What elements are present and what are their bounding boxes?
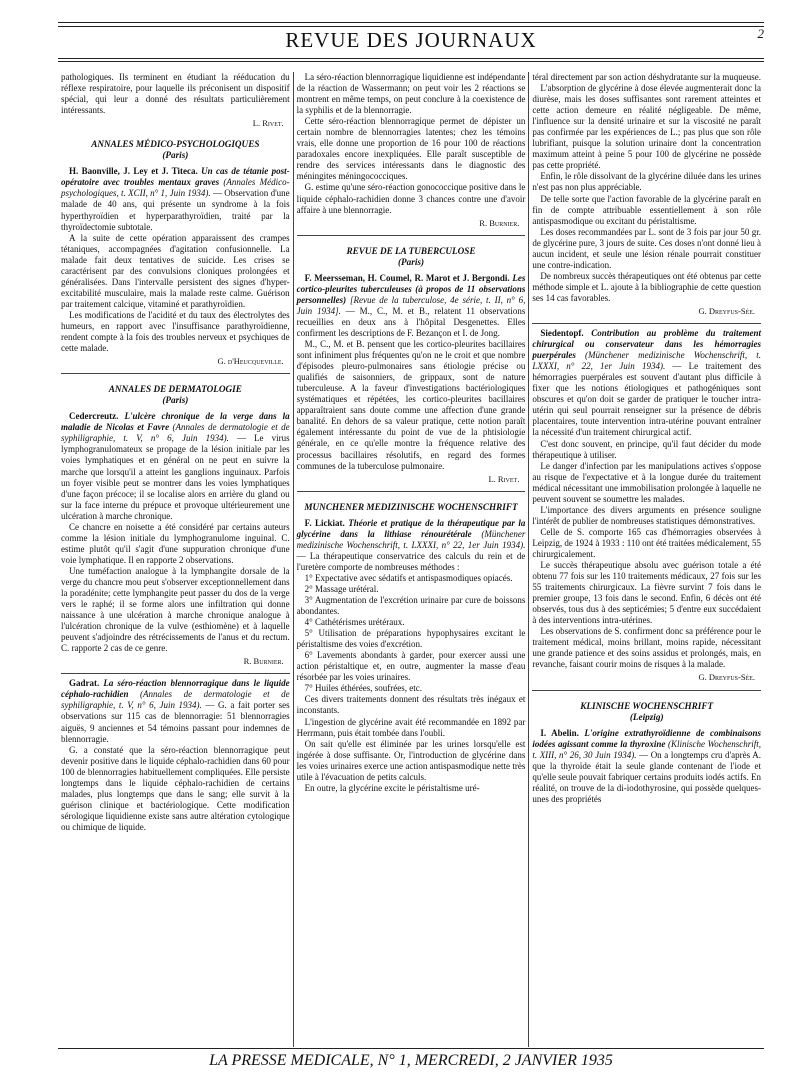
article-columns (58, 72, 764, 1047)
section-subtitle: (Paris) (162, 395, 189, 406)
signature: R. Burnier. (243, 656, 284, 667)
section-title: ANNALES DE DERMATOLOGIE (108, 384, 242, 395)
list-item: 4° Cathétérismes urétéraux. (304, 617, 405, 628)
section-subtitle: (Paris) (397, 256, 425, 267)
article-reference: (Münchener medizinische Wochenschrift, t. LXXXI, n° 22, 1er Juin 1934). (532, 350, 762, 372)
header-rule-top-thin (58, 26, 764, 27)
article-paragraph: On sait qu'elle est éliminée par les urines lorsqu'elle est ingérée à dose suffisante. Or, l'introduction de glycérine dans les voies urinaires exerce une action antispasmodique nette très utile à l'évacuation de petits calculs. (296, 738, 526, 782)
article-title: Contribution au problème du traitement chirurgical ou conservateur dans les hémorragies puerpérales (532, 328, 762, 361)
article-paragraph: A la suite de cette opération apparaissent des crampes tétaniques, accompagnées d'agitation confusionnelle. La malade fait deux tentatives de suicide. Les crises se caractérisent par des convulsions cloniques prolongées et généralisées. Dans l'intervalle persistent des signes d'hyper-excitabilité musculaire, mais la malade reste calme. Guérison par traitement calcique, vitaminé et parathyroïdien. (61, 232, 290, 309)
article-authors: Siedentopf. (540, 328, 584, 339)
column-3 (529, 72, 764, 1047)
article-paragraph: Enfin, le rôle dissolvant de la glycérine diluée dans les urines n'est pas non plus appréciable. (532, 171, 762, 193)
article-paragraph: De nombreux succès thérapeutiques ont été obtenus par cette méthode simple et L. ajoute à la bibliographie de cette question ses 14 cas favorables. (532, 270, 762, 303)
article-reference: (Annales Médico-psychologiques, t. XCII, n° 1, Juin 1934). (61, 177, 290, 199)
article-paragraph: Ces divers traitements donnent des résultats très inégaux et inconstants. (296, 694, 526, 716)
continued-paragraph: téral directement par son action déshydratante sur la muqueuse. (532, 72, 762, 82)
article-authors: Gadrat. (69, 678, 100, 689)
list-item: 6° Lavements abondants à garder, pour exercer aussi une action péristaltique et, en outre, augmenter la masse d'eau résorbée par les voies urinaires. (296, 650, 526, 683)
article-separator (61, 373, 290, 374)
section-title: REVUE DE LA TUBERCULOSE (346, 245, 476, 256)
article-paragraph: En outre, la glycérine excite le péristaltisme uré- (304, 782, 480, 793)
signature: G. d'Heucqueville. (217, 356, 284, 367)
article-reference: (Klinische Wochenschrift, t. XIII, n° 26, 30 Juin 1934). (532, 738, 762, 760)
article-separator (297, 491, 526, 492)
article-reference: (Münchener medizinische Wochenschrift, t. LXXXI, n° 22, 1er Juin 1934). (296, 528, 526, 550)
article-paragraph: Les observations de S. confirment donc sa préférence pour le traitement médical, moins brillant, moins rapide, nécessitant une grande patience et des soins assidus et prolongés, mais, en revanche, faisant courir moins de risques à la malade. (532, 626, 762, 670)
article-text: — La thérapeutique conservatrice des calculs du rein et de l'uretère comporte de nombreuses méthodes : (296, 550, 526, 572)
article-reference: [Revue de la tuberculose, 4e série, t. II, n° 6, Juin 1934]. (296, 294, 526, 316)
signature: L. Rivet. (488, 473, 520, 484)
list-item: 5° Utilisation de préparations hypophysaires excitant le péristaltisme des voies d'excrétion. (296, 628, 526, 650)
article-paragraph: L'importance des divers arguments en présence souligne l'intérêt de publier de nombreuses statistiques démonstratives. (532, 504, 762, 526)
page-number: 2 (757, 26, 764, 41)
article-authors: Cedercreutz. (69, 411, 119, 422)
article-text: — G. a fait porter ses observations sur 115 cas de blennorragie: 51 blennorragies aiguës, 9 anciennes et 54 témoins passant pour indemnes de blennorragie. (61, 700, 290, 744)
signature: G. Dreyfus-Sée. (698, 672, 756, 683)
article-paragraph: Le danger d'infection par les manipulations actives s'oppose au risque de l'expectative et à la longue durée du traitement médical nécessitant une immobilisation prolongée à laquelle ne peuvent souvent se soumettre les malades. (532, 460, 762, 504)
article-paragraph: G. estime qu'une séro-réaction gonococcique positive dans le liquide céphalo-rachidien donne 3 chances contre une d'avoir affaire à une blennorragie. (296, 182, 526, 215)
continued-paragraph: pathologiques. Ils terminent en étudiant la rééducation du réflexe respiratoire, pour laquelle ils préconisent un dispositif spécial, qui leur a donné des résultats particulièrement intéressants. (61, 72, 290, 116)
section-title: MUNCHENER MEDIZINISCHE WOCHENSCHRIFT (304, 501, 518, 512)
article-paragraph: L'ingestion de glycérine avait été recommandée en 1892 par Herrmann, puis était tombée dans l'oubli. (296, 716, 526, 738)
article-heading (532, 328, 761, 438)
page-header (58, 28, 764, 58)
article-paragraph: Le succès thérapeutique absolu avec guérison totale a été obtenu 77 fois sur les 110 traitements médicaux, 27 fois sur les 55 traitements chirurgicaux. La fièvre survint 7 fois dans le premier groupe, 13 fois dans le second. Enfin, 6 décès ont été observés, tous dus à des septicémies; 5 d'entre eux succédaient à des interventions intra-utérines. (532, 560, 762, 626)
header-rule-bottom-thin (58, 58, 764, 59)
section-title: ANNALES MÉDICO-PSYCHOLOGIQUES (91, 139, 260, 150)
journal-title: REVUE DES JOURNAUX (285, 28, 537, 52)
article-paragraph: De telle sorte que l'action favorable de la glycérine paraît en fin de compte attribuable essentiellement à son rôle antispasmodique ou excitant du péristaltisme. (532, 193, 762, 226)
header-rule-bottom (58, 61, 764, 62)
signature: L. Rivet. (252, 118, 284, 129)
article-authors: F. Lickiat. (304, 517, 345, 528)
article-title: Théorie et pratique de la thérapeutique par la glycérine dans la lithiase rénourétérale (296, 517, 526, 539)
article-heading (297, 518, 526, 573)
article-paragraph: C'est donc souvent, en principe, qu'il faut décider du mode thérapeutique à utiliser. (532, 438, 762, 460)
list-item: 1° Expectative avec sédatifs et antispasmodiques opiacés. (304, 572, 513, 583)
footer-rule (58, 1048, 764, 1049)
article-title: La séro-réaction blennorragique dans le liquide céphalo-rachidien (61, 678, 290, 700)
article-paragraph: Les modifications de l'acidité et du taux des électrolytes des humeurs, en rapport avec l'insuffisance parathyroïdienne, rendent compte à la fois des troubles nerveux et psychiques de cette malade. (61, 309, 290, 354)
article-authors: I. Abelin. (540, 727, 579, 738)
header-rule-top (58, 22, 764, 23)
page-footer: LA PRESSE MEDICALE, N° 1, MERCREDI, 2 JANVIER 1935 (209, 1052, 613, 1069)
article-paragraph: Les doses recommandées par L. sont de 3 fois par jour 50 gr. de glycérine pure, 3 jours de suite. Ces doses n'ont donné lieu à aucun incident, et seule une lésion rénale pourrait constituer une contre-indication. (532, 226, 762, 270)
article-separator (532, 690, 761, 691)
article-text: — Le traitement des hémorragies puerpérales est souvent d'autant plus difficile à fixer que les notions étiologiques et pathogéniques sont obscures et qu'on doit se garder de pratiquer le toucher intra-utérin qui seul pourrait renseigner sur la présence de débris placentaires, toute intervention intra-utérine pouvant entraîner la nécessité d'un traitement chirurgical actif. (532, 361, 762, 438)
list-item: 7° Huiles éthérées, soufrées, etc. (304, 683, 422, 694)
article-separator (532, 323, 761, 324)
article-reference: (Annales de dermatologie et de syphiligraphie, t. V, n° 6, Juin 1934). (61, 422, 290, 444)
article-heading (61, 411, 290, 521)
article-title: L'origine extrathyroïdienne de combinaisons iodées agissant comme la thyroxine (532, 727, 762, 749)
column-1 (58, 72, 293, 1047)
article-title: Les cortico-pleurites tuberculeuses (à propos de 11 observations personnelles) (296, 272, 526, 305)
article-paragraph: G. a constaté que la séro-réaction blennorragique peut devenir positive dans le liquide céphalo-rachidien dans 60 pour 100 de blennorragies habituellement compliquées. Elle persiste longtemps dans le liquide céphalo-rachidien de certains malades, plus longtemps que dans le sang; elle survit à la guérison clinique et bactériologique. Cette modification sérologique liquidienne existe sans autre altération cytologique ou chimique de liquide. (61, 744, 290, 832)
article-heading (297, 273, 526, 339)
list-item: 3° Augmentation de l'excrétion urinaire par cure de boissons abondantes. (296, 595, 526, 617)
signature: G. Dreyfus-Sée. (698, 305, 756, 316)
article-text: — Le virus lymphogranulomateux se propage de la lésion initiale par les voies lymphatiques et en général on ne peut en suivre la marche que lorsqu'il a atteint les ganglions inguinaux. Parfois un foyer visible peut se montrer dans les voies lymphatiques d'une façon précoce; il se localise alors en arrière du gland ou sur la face interne du prépuce et provoque ultérieurement une ulcération à marche chronique. (61, 433, 290, 521)
article-title: Un cas de tétanie post-opératoire avec troubles mentaux graves (61, 166, 290, 188)
article-separator (61, 673, 290, 674)
list-item: 2° Massage urétéral. (304, 583, 379, 594)
article-paragraph: Ce chancre en noisette a été considéré par certains auteurs comme la lésion initiale du lymphogranulome inguinal. C. estime plutôt qu'il s'agit d'une suppuration chronique d'une voie lymphatique. Il en rapporte 2 observations. (61, 521, 290, 565)
article-text: — M., C., M. et B., relatent 11 observations recueillies en deux ans à l'hôpital Desgenettes. Elles confirment les descriptions de F. Bezançon et I. de Jong. (296, 305, 526, 338)
article-paragraph: L'absorption de glycérine à dose élevée augmenterait donc la diurèse, mais les doses suffisantes sont rarement atteintes et cette action demeure en réalité négligeable. De même, l'influence sur la densité urinaire et sur la viscosité ne paraît pas confirmée par les expériences de L.; pas plus que son rôle lubrifiant, puisque la solution urinaire dont la concentration maximum atteint à peine 5 pour 100 de glycérine ne possède pas cette propriété. (532, 83, 762, 171)
article-text: — Observation d'une malade de 40 ans, qui présente un syndrome à la fois hyperthyroïdien et hyperparathyroïdien, traité par la thyroïdectomie subtotale. (61, 188, 290, 232)
article-paragraph: M., C., M. et B. pensent que les cortico-pleurites bacillaires sont infiniment plus fréquentes qu'on ne le croit et que nombre d'épisodes pleuro-pulmonaires sans étiologie précise ou qualifiés de saisonniers, de grippaux, sont de nature tuberculeuse. A la faveur d'investigations bactériologiques systématiques et répétées, les cortico-pleurites bacillaires apparaîtraient sans doute comme une affection d'une grande banalité. En dehors de sa valeur pratique, cette notion paraît également intéressante du point de vue de la phtisiologie générale, en ce qu'elle montre la fréquence relative des processus bacillaires résolutifs, en regard des formes communes de la tuberculose pulmonaire. (296, 339, 526, 471)
article-heading (61, 166, 290, 232)
article-paragraph: La séro-réaction blennorragique liquidienne est indépendante de la réaction de Wassermann; on peut voir les 2 réactions se montrent en même temps, on peut conclure à la coexistence de la syphilis et de la blennorragie. (296, 72, 526, 116)
article-reference: (Annales de dermatologie et de syphiligraphie, t. V, n° 6, Juin 1934). (61, 689, 290, 711)
article-authors: H. Baonville, J. Ley et J. Titeca. (69, 166, 198, 177)
article-paragraph: Une tuméfaction analogue à la lymphangite dorsale de la verge du chancre mou peut s'observer exceptionnellement dans la poradénite; cette lymphangite peut passer du dos de la verge vers le raphé; il se forme alors une infiltration qui donne naissance à une ulcération à marche chronique analogue à l'ulcération chronique de la vulve (esthiomène) et à laquelle peuvent s'adjoindre des rétrécissements de l'anus et du rectum. C. rapporte 2 cas de ce genre. (61, 565, 290, 654)
section-subtitle: (Paris) (162, 150, 189, 161)
section-title: KLINISCHE WOCHENSCHRIFT (580, 700, 714, 711)
signature: R. Burnier. (479, 217, 520, 228)
article-paragraph: Cette séro-réaction blennorragique permet de dépister un certain nombre de blennorragies latentes; chez les témoins vrais, elle donne une proportion de 16 pour 100 de réactions paradoxales encore inexpliquées. Elle paraît susceptible de rendre des services intéressants dans le diagnostic des méningites méningococciques. (296, 116, 526, 182)
section-subtitle: (Leipzig) (629, 711, 664, 722)
article-title: L'ulcère chronique de la verge dans la maladie de Nicolas et Favre (61, 411, 290, 433)
article-heading (61, 678, 290, 744)
article-authors: F. Meersseman, H. Coumel, R. Marot et J. Bergondi. (304, 272, 510, 283)
article-heading (532, 728, 761, 805)
article-separator (297, 235, 526, 236)
article-text: — On a longtemps cru d'après A. que la thyroïde était la seule glande contenant de l'iode et qu'elle seule pouvait fabriquer certains produits iodés actifs. En réalité, on trouve de la di-iodothyrosine, qui possède quelques-unes des propriétés (532, 749, 762, 804)
column-2 (294, 72, 529, 1047)
article-paragraph: Celle de S. comporte 165 cas d'hémorragies observées à Leipzig, de 1924 à 1933 : 110 ont été traitées médicalement, 55 chirurgicalement. (532, 526, 762, 559)
